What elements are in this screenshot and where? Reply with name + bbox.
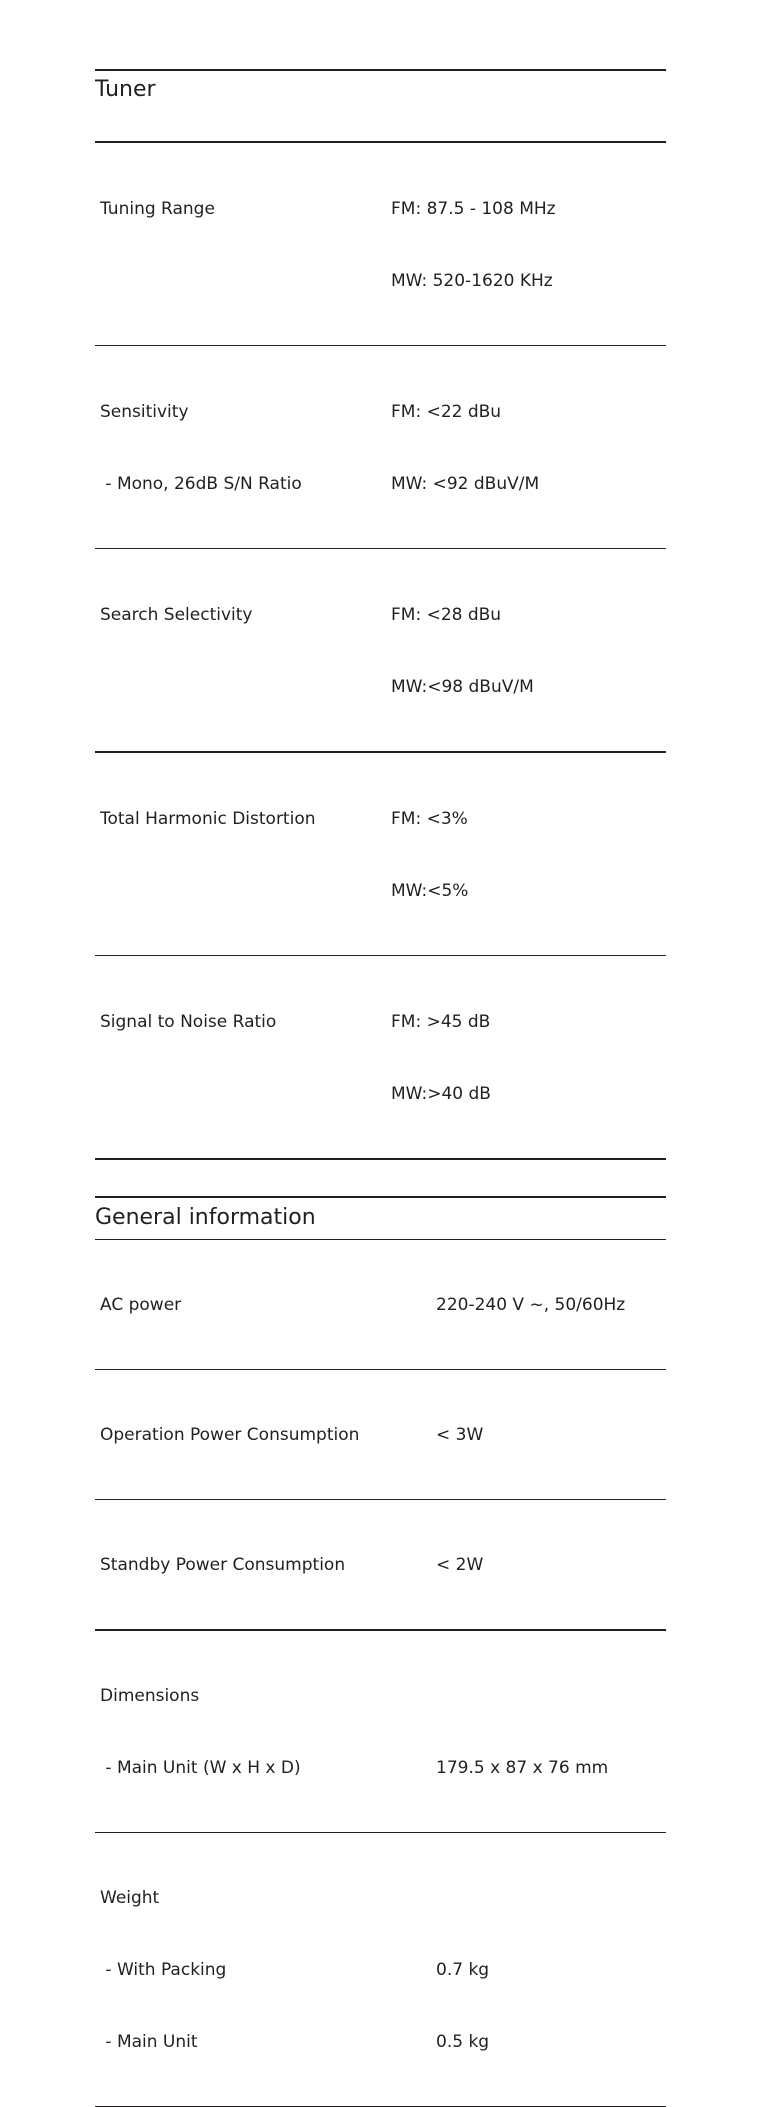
spec-value: 179.5 x 87 x 76 mm — [436, 1758, 609, 1778]
spec-label: AC power — [100, 1295, 182, 1315]
spec-value: FM: >45 dB MW:>40 dB — [391, 1012, 491, 1104]
table-row — [95, 1239, 666, 1369]
table-row — [95, 955, 666, 1158]
table-row — [95, 345, 666, 548]
general-table — [95, 1239, 666, 2107]
spec-value: FM: 87.5 - 108 MHz MW: 520-1620 KHz — [391, 199, 556, 291]
spec-label: Signal to Noise Ratio — [100, 1012, 277, 1032]
spec-label: Search Selectivity — [100, 605, 253, 625]
table-row — [95, 751, 666, 955]
spec-label: Sensitivity - Mono, 26dB S/N Ratio — [100, 402, 302, 494]
spec-value: 220-240 V ~, 50/60Hz — [436, 1295, 626, 1315]
table-row — [95, 143, 666, 345]
spec-label: Tuning Range — [100, 199, 215, 219]
spec-label: Dimensions - Main Unit (W x H x D) — [100, 1686, 301, 1778]
spec-value: < 3W — [436, 1425, 484, 1445]
general-section — [95, 1196, 666, 2107]
spec-value: FM: <3% MW:<5% — [391, 809, 469, 901]
spec-value: 0.7 kg 0.5 kg — [436, 1960, 490, 2052]
spec-value: FM: <28 dBu MW:<98 dBuV/M — [391, 605, 534, 697]
spec-label: Weight - With Packing - Main Unit — [100, 1888, 227, 2052]
tuner-title: Tuner — [95, 69, 666, 105]
spec-value: < 2W — [436, 1555, 484, 1575]
tuner-table — [95, 141, 666, 1160]
spec-value: FM: <22 dBu MW: <92 dBuV/M — [391, 402, 540, 494]
table-row — [95, 1369, 666, 1499]
table-row — [95, 1629, 666, 1832]
spec-page — [95, 69, 666, 2107]
general-title: General information — [95, 1205, 316, 1230]
spec-label: Standby Power Consumption — [100, 1555, 346, 1575]
spec-label: Operation Power Consumption — [100, 1425, 360, 1445]
table-row — [95, 548, 666, 751]
spec-label: Total Harmonic Distortion — [100, 809, 316, 829]
table-row — [95, 1832, 666, 2106]
tuner-section — [95, 69, 666, 1160]
table-row — [95, 1499, 666, 1629]
